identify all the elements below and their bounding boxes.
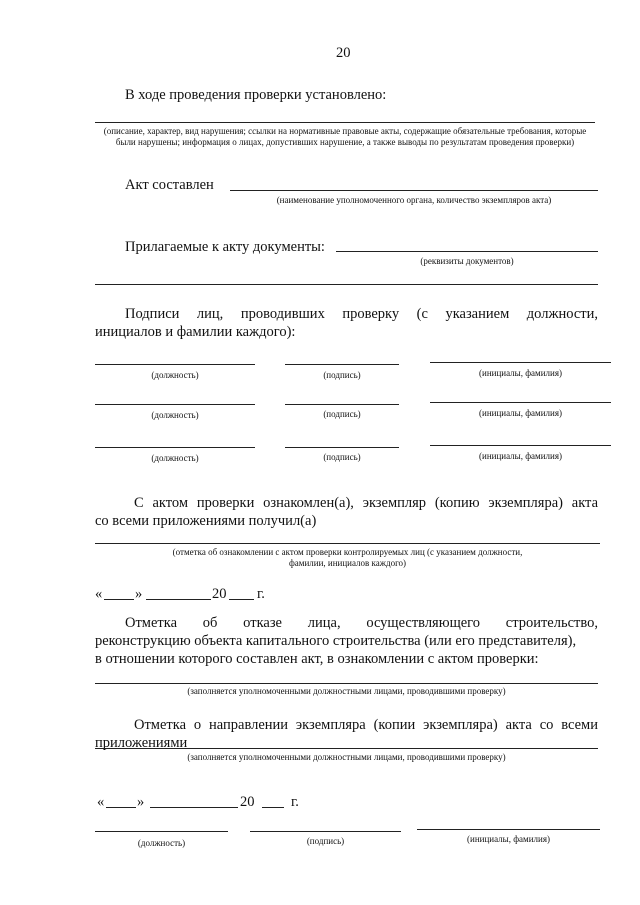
sig3-name-line[interactable] bbox=[430, 445, 611, 446]
attached-docs-caption: (реквизиты документов) bbox=[420, 256, 514, 266]
sig1-name-caption: (инициалы, фамилия) bbox=[479, 368, 562, 378]
signatures-text-line2: инициалов и фамилии каждого): bbox=[95, 324, 296, 340]
final-signature-line[interactable] bbox=[250, 831, 401, 832]
sig2-name-caption: (инициалы, фамилия) bbox=[479, 408, 562, 418]
findings-heading: В ходе проведения проверки установлено: bbox=[125, 87, 387, 103]
attached-docs-line[interactable] bbox=[336, 251, 598, 252]
date1-month-line[interactable] bbox=[146, 599, 211, 600]
sig2-signature-line[interactable] bbox=[285, 404, 399, 405]
acquainted-text-line1: С актом проверки ознакомлен(а), экземпляр (копию экземпляра) акта bbox=[134, 495, 598, 511]
acquainted-caption-line2: фамилии, инициалов каждого) bbox=[288, 558, 407, 568]
date2-open-quote: « bbox=[97, 794, 105, 810]
findings-caption: (описание, характер, вид нарушения; ссылки на нормативные правовые акты, содержащие обязательные требования, которые были нарушены; информация о лицах, допустивших нарушение, а также выводы по результатам проведения проверки) bbox=[103, 126, 587, 147]
date2-month-line[interactable] bbox=[150, 807, 238, 808]
date2-year-line[interactable] bbox=[262, 807, 284, 808]
sig3-name-caption: (инициалы, фамилия) bbox=[479, 451, 562, 461]
refusal-text-line1: Отметка об отказе лица, осуществляющего строительство, bbox=[125, 615, 598, 631]
date1-year-prefix: 20 bbox=[212, 586, 227, 602]
sending-text-line2: приложениями bbox=[95, 735, 188, 751]
act-compiled-caption: (наименование уполномоченного органа, количество экземпляров акта) bbox=[276, 195, 552, 205]
sig3-position-line[interactable] bbox=[95, 447, 255, 448]
act-compiled-line[interactable] bbox=[230, 190, 598, 191]
act-compiled-label: Акт составлен bbox=[125, 177, 214, 193]
sig2-name-line[interactable] bbox=[430, 402, 611, 403]
sig1-signature-caption: (подпись) bbox=[323, 370, 361, 380]
attached-docs-label: Прилагаемые к акту документы: bbox=[125, 239, 325, 255]
sig1-position-caption: (должность) bbox=[151, 370, 199, 380]
sig3-signature-caption: (подпись) bbox=[323, 452, 361, 462]
sig3-position-caption: (должность) bbox=[151, 453, 199, 463]
sending-caption: (заполняется уполномоченными должностными лицами, проводившими проверку) bbox=[187, 752, 506, 762]
acquainted-line[interactable] bbox=[95, 543, 600, 544]
refusal-text-line3: в отношении которого составлен акт, в ознакомлении с актом проверки: bbox=[95, 651, 539, 667]
sig2-position-caption: (должность) bbox=[151, 410, 199, 420]
acquainted-caption-line1: (отметка об ознакомлении с актом проверки контролируемых лиц (с указанием должности, bbox=[172, 547, 523, 557]
date2-close-quote: » bbox=[137, 794, 145, 810]
signatures-text-line1: Подписи лиц, проводивших проверку (с указанием должности, bbox=[125, 306, 598, 322]
page-number: 20 bbox=[336, 45, 351, 61]
final-position-line[interactable] bbox=[95, 831, 228, 832]
date1-close-quote: » bbox=[135, 586, 143, 602]
date2-day-line[interactable] bbox=[106, 807, 136, 808]
date2-year-prefix: 20 bbox=[240, 794, 255, 810]
sig2-position-line[interactable] bbox=[95, 404, 255, 405]
refusal-caption: (заполняется уполномоченными должностными лицами, проводившими проверку) bbox=[187, 686, 506, 696]
final-name-line[interactable] bbox=[417, 829, 600, 830]
sending-line[interactable] bbox=[95, 748, 598, 749]
findings-line[interactable] bbox=[95, 122, 595, 123]
date1-day-line[interactable] bbox=[104, 599, 134, 600]
date1-open-quote: « bbox=[95, 586, 103, 602]
refusal-line[interactable] bbox=[95, 683, 598, 684]
sig3-signature-line[interactable] bbox=[285, 447, 399, 448]
sig1-name-line[interactable] bbox=[430, 362, 611, 363]
sig2-signature-caption: (подпись) bbox=[323, 409, 361, 419]
attached-docs-line-2[interactable] bbox=[95, 284, 598, 285]
final-name-caption: (инициалы, фамилия) bbox=[467, 834, 550, 844]
sig1-position-line[interactable] bbox=[95, 364, 255, 365]
sending-text-line1: Отметка о направлении экземпляра (копии экземпляра) акта со всеми bbox=[134, 717, 598, 733]
date1-year-line[interactable] bbox=[229, 599, 254, 600]
final-position-caption: (должность) bbox=[137, 838, 186, 848]
date1-year-suffix: г. bbox=[257, 586, 265, 602]
refusal-text-line2: реконструкцию объекта капитального строительства (или его представителя), bbox=[95, 633, 577, 649]
sig1-signature-line[interactable] bbox=[285, 364, 399, 365]
acquainted-text-line2: со всеми приложениями получил(а) bbox=[95, 513, 317, 529]
date2-year-suffix: г. bbox=[291, 794, 299, 810]
final-signature-caption: (подпись) bbox=[306, 836, 345, 846]
